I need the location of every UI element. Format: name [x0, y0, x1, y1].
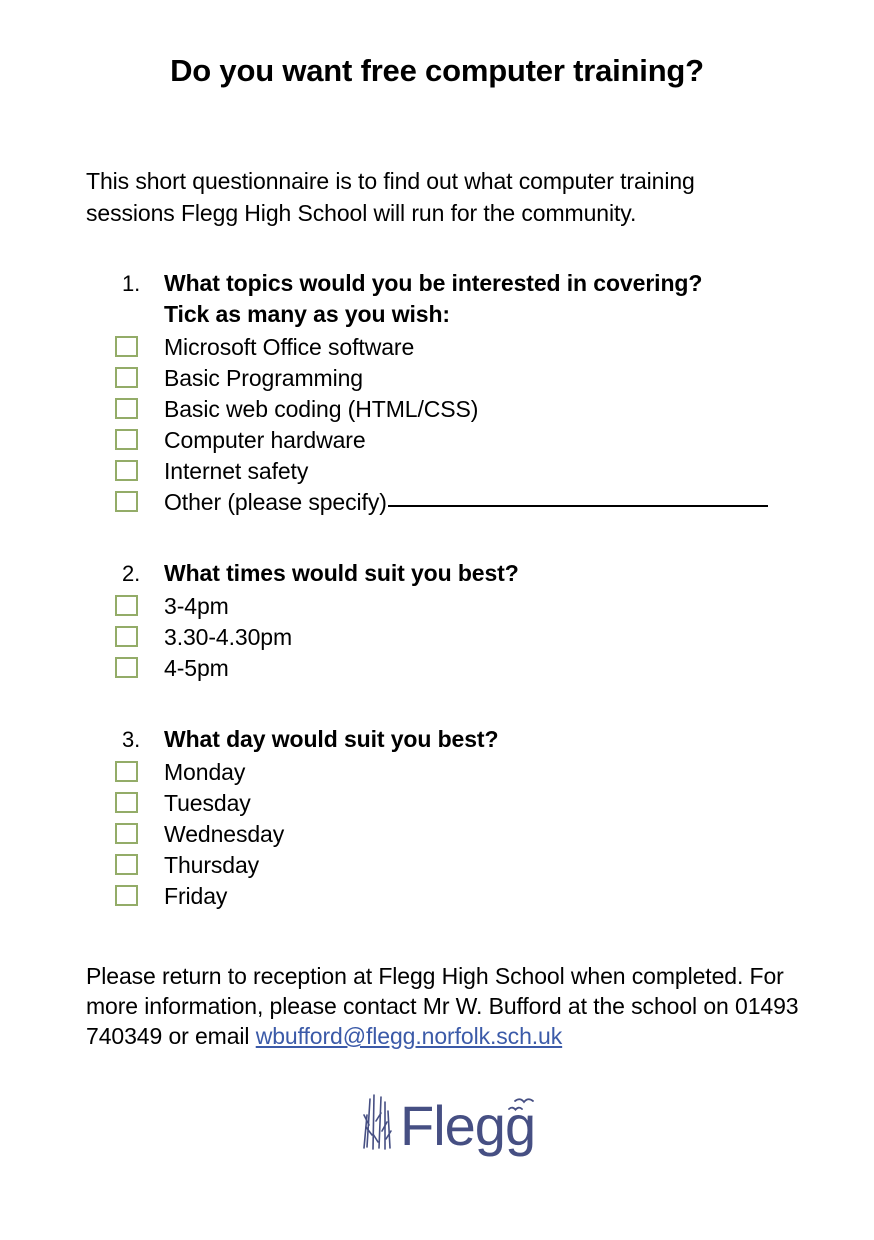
checkbox-icon[interactable]	[115, 885, 138, 906]
question-3-heading	[0, 724, 874, 755]
other-specify-write-in-line[interactable]	[388, 504, 768, 507]
checkbox-icon[interactable]	[115, 761, 138, 782]
question-2-heading-text: What times would suit you best?	[164, 560, 519, 586]
question-block-1	[0, 268, 874, 518]
question-3-heading-text: What day would suit you best?	[164, 726, 499, 752]
option-row[interactable]	[0, 622, 874, 653]
option-row[interactable]	[0, 591, 874, 622]
question-block-3	[0, 724, 874, 912]
question-block-2	[0, 558, 874, 684]
option-row[interactable]	[0, 788, 874, 819]
option-label: Internet safety	[164, 458, 309, 484]
checkbox-icon[interactable]	[115, 336, 138, 357]
option-row[interactable]	[0, 363, 874, 394]
question-1-number: 1.	[122, 271, 141, 296]
option-row[interactable]	[0, 757, 874, 788]
checkbox-icon[interactable]	[115, 823, 138, 844]
question-3-options	[0, 757, 874, 912]
option-row[interactable]	[0, 850, 874, 881]
flegg-logo	[355, 1085, 555, 1165]
option-label: Microsoft Office software	[164, 334, 415, 360]
option-label: 3.30-4.30pm	[164, 624, 293, 650]
svg-text:Flegg: Flegg	[400, 1094, 536, 1157]
option-label: Basic web coding (HTML/CSS)	[164, 396, 479, 422]
option-label: Basic Programming	[164, 365, 363, 391]
question-2-heading	[0, 558, 874, 589]
option-row[interactable]	[0, 881, 874, 912]
checkbox-icon[interactable]	[115, 626, 138, 647]
checkbox-icon[interactable]	[115, 429, 138, 450]
checkbox-icon[interactable]	[115, 595, 138, 616]
checkbox-icon[interactable]	[115, 398, 138, 419]
option-label: Computer hardware	[164, 427, 366, 453]
footer-paragraph	[86, 961, 806, 1051]
question-1-heading	[0, 268, 874, 330]
contact-email-link[interactable]: wbufford@flegg.norfolk.sch.uk	[255, 1023, 563, 1049]
option-label: Monday	[164, 759, 246, 785]
option-row[interactable]	[0, 819, 874, 850]
checkbox-icon[interactable]	[115, 460, 138, 481]
option-row[interactable]	[0, 456, 874, 487]
option-row[interactable]	[0, 394, 874, 425]
checkbox-icon[interactable]	[115, 792, 138, 813]
page-title: Do you want free computer training?	[170, 52, 704, 88]
reeds-icon	[364, 1095, 391, 1149]
intro-paragraph: This short questionnaire is to find out what computer training sessions Flegg High School will run for the community.	[86, 168, 695, 226]
option-label: Tuesday	[164, 790, 251, 816]
checkbox-icon[interactable]	[115, 367, 138, 388]
option-row[interactable]	[0, 653, 874, 684]
option-label: Other (please specify)	[164, 489, 387, 515]
question-1-options	[0, 332, 874, 518]
question-1-heading-text: What topics would you be interested in covering?	[164, 270, 703, 296]
footer-text: Please return to reception at Flegg High School when completed. For more information, please contact Mr W. Bufford at the school on 01493 740349 or email	[86, 963, 799, 1049]
question-2-number: 2.	[122, 561, 141, 586]
question-1-subheading: Tick as many as you wish:	[164, 301, 450, 327]
option-row[interactable]	[0, 425, 874, 456]
question-3-number: 3.	[122, 727, 141, 752]
option-row-other[interactable]	[0, 487, 874, 518]
checkbox-icon[interactable]	[115, 854, 138, 875]
option-row[interactable]	[0, 332, 874, 363]
questions-container	[0, 268, 874, 912]
option-label: Friday	[164, 883, 228, 909]
checkbox-icon[interactable]	[115, 657, 138, 678]
option-label: Thursday	[164, 852, 260, 878]
checkbox-icon[interactable]	[115, 491, 138, 512]
option-label: 3-4pm	[164, 593, 229, 619]
question-2-options	[0, 591, 874, 684]
option-label: 4-5pm	[164, 655, 229, 681]
option-label: Wednesday	[164, 821, 285, 847]
